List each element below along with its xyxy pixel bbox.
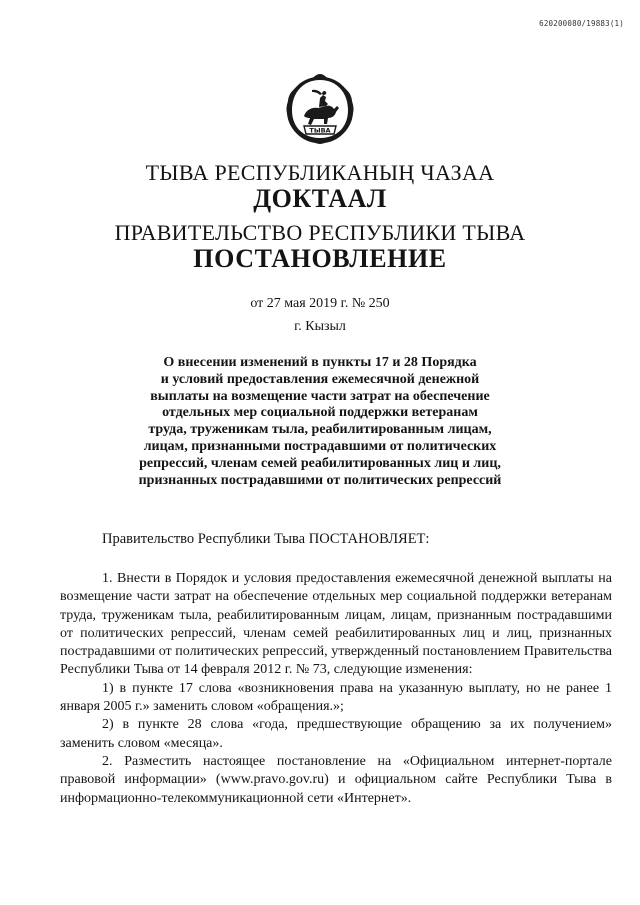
header-line-decree: ПОСТАНОВЛЕНИЕ [193,244,447,273]
paragraph-1-1: 1) в пункте 17 слова «возникновения права на указанную выплату, но не ранее 1 января 2005 г.» заменить словом «обращения.»; [60,680,612,715]
title-line: труда, труженикам тыла, реабилитированным лицам, [148,422,492,438]
decree-title [120,355,520,489]
title-line: лицам, признанными пострадавшими от политических [143,438,497,454]
decree-city: г. Кызыл [294,319,346,334]
emblem-text: ТЫВА [309,126,331,135]
title-line: и условий предоставления ежемесячной денежной [160,371,480,387]
title-line: репрессий, членам семей реабилитированных лиц и лиц, [139,455,501,471]
title-line: О внесении изменений в пункты 17 и 28 Порядка [163,355,477,370]
paragraph-1: 1. Внести в Порядок и условия предоставления ежемесячной денежной выплаты на возмещение части затрат на обеспечение отдельных мер социальной поддержки ветеранам труда, труженикам тыла, реабилитированным лицам, лицам, признанным пострадавшими от политических репрессий, членам семей реабилитированных лиц и лиц, признанных пострадавшими от политических репрессий, утвержденный постановлением Правительства Республики Тыва от 14 февраля 2012 г. № 73, следующие изменения: [60,571,612,678]
decree-intro: Правительство Республики Тыва ПОСТАНОВЛЯЕТ: [102,531,430,547]
title-line: отдельных мер социальной поддержки ветеранам [162,405,478,421]
header-line-tuvan-decree: ДОКТААЛ [253,184,387,213]
title-line: признанных пострадавшими от политических репрессий [138,472,502,488]
document-id: 620200080/19883(1) [539,19,624,28]
decree-date-number: от 27 мая 2019 г. № 250 [250,296,390,311]
paragraph-2: 2. Разместить настоящее постановление на «Официальном интернет-портале правовой информации» (www.pravo.gov.ru) и официальном сайте Республики Тыва в информационно-телекоммуникационной сети «Интернет». [60,753,612,806]
header-line-tuvan-government: ТЫВА РЕСПУБЛИКАНЫҢ ЧАЗАА [145,160,495,185]
paragraph-1-2: 2) в пункте 28 слова «года, предшествующие обращению за их получением» заменить словом «месяца». [60,717,612,751]
decree-body [60,570,612,808]
header-line-government: ПРАВИТЕЛЬСТВО РЕСПУБЛИКИ ТЫВА [114,220,526,245]
coat-of-arms-emblem [282,70,358,146]
title-line: выплаты на возмещение части затрат на обеспечение [150,388,490,404]
